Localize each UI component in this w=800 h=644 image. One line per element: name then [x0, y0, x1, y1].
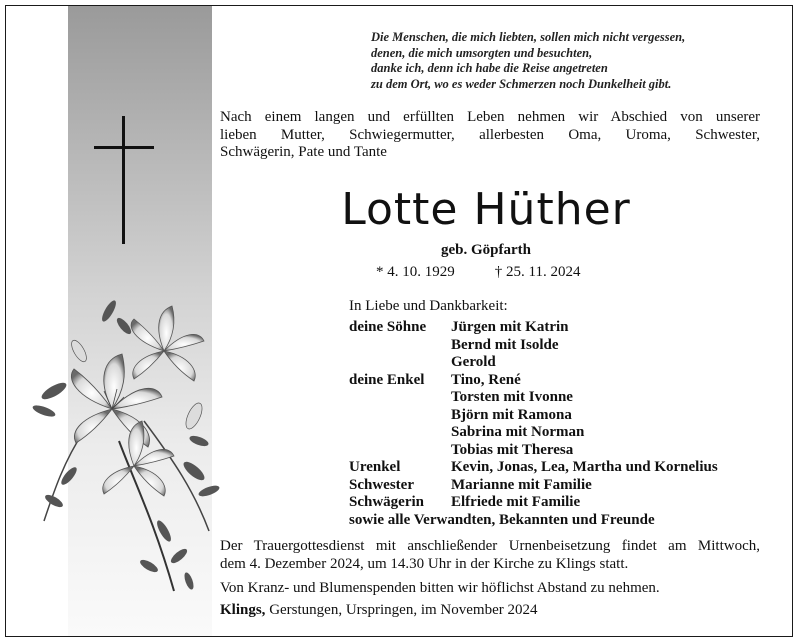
relation-names: Jürgen mit Katrin — [451, 319, 569, 335]
deceased-name: Lotte Hüther — [341, 184, 631, 235]
quote-line: danke ich, denn ich habe die Reise angetreten — [371, 61, 608, 75]
relation-label: deine Enkel — [349, 371, 425, 388]
relation-label: Urenkel — [349, 459, 401, 475]
quote-line: zu dem Ort, wo es weder Schmerzen noch Dunkelheit gibt. — [371, 76, 672, 91]
obituary-frame — [5, 5, 793, 637]
list-item — [349, 389, 718, 407]
list-item — [349, 319, 718, 337]
relation-names: Tobias mit Theresa — [451, 441, 574, 458]
list-item — [349, 424, 718, 442]
place-town: Klings, — [220, 602, 266, 618]
list-item — [349, 337, 718, 355]
list-item — [349, 407, 718, 425]
intro-text — [220, 109, 760, 162]
list-item — [349, 354, 718, 372]
relation-names: Marianne mit Familie — [451, 476, 592, 493]
list-item — [349, 494, 718, 512]
death-date: † 25. 11. 2024 — [494, 264, 581, 280]
quote-line: Die Menschen, die mich liebten, sollen mich nicht vergessen, — [371, 30, 686, 44]
relation-names: Gerold — [451, 354, 496, 370]
relation-label: deine Söhne — [349, 319, 427, 335]
relation-names: Bernd mit Isolde — [451, 336, 559, 353]
place-rest: Gerstungen, Urspringen, im November 2024 — [265, 602, 538, 618]
relation-label — [349, 407, 451, 425]
relation-label — [349, 424, 451, 442]
lily-flower-image — [24, 291, 224, 611]
thanks-heading: In Liebe und Dankbarkeit: — [349, 298, 508, 314]
list-item — [349, 442, 718, 460]
maiden-name: geb. Göpfarth — [441, 242, 531, 258]
relation-names: Kevin, Jonas, Lea, Martha und Kornelius — [451, 459, 718, 475]
list-item — [349, 477, 718, 495]
relation-label — [349, 389, 451, 407]
relation-label — [349, 354, 451, 372]
cross-icon — [94, 116, 154, 246]
relation-label: Schwester — [349, 476, 414, 493]
relation-names: Elfriede mit Familie — [451, 494, 581, 510]
relation-label — [349, 442, 451, 460]
birth-date: * 4. 10. 1929 — [376, 264, 455, 280]
relation-label: Schwägerin — [349, 494, 424, 510]
service-line: dem 4. Dezember 2024, um 14.30 Uhr in der Kirche zu Klings statt. — [220, 555, 629, 572]
list-item — [349, 459, 718, 477]
flowers-note: Von Kranz- und Blumenspenden bitten wir höflichst Abstand zu nehmen. — [220, 580, 660, 596]
closing-line: sowie alle Verwandten, Bekannten und Freunde — [349, 511, 655, 528]
place-date — [220, 602, 537, 619]
mourners-list — [349, 319, 718, 529]
list-item — [349, 512, 718, 530]
life-dates — [376, 264, 580, 281]
relation-names: Torsten mit Ivonne — [451, 389, 573, 405]
intro-line: Schwägerin, Pate und Tante — [220, 144, 387, 160]
list-item — [349, 372, 718, 390]
poem-quote — [371, 30, 791, 92]
service-line: Der Trauergottesdienst mit anschließender Urnenbeisetzung findet am Mittwoch, — [220, 538, 760, 554]
intro-line: lieben Mutter, Schwiegermutter, allerbesten Oma, Uroma, Schwester, — [220, 126, 760, 143]
relation-names: Sabrina mit Norman — [451, 424, 585, 440]
relation-label — [349, 337, 451, 355]
relation-names: Tino, René — [451, 371, 521, 388]
relation-names: Björn mit Ramona — [451, 406, 572, 423]
service-info — [220, 538, 760, 573]
intro-line: Nach einem langen und erfüllten Leben nehmen wir Abschied von unserer — [220, 109, 760, 125]
quote-line: denen, die mich umsorgten und besuchten, — [371, 45, 593, 60]
